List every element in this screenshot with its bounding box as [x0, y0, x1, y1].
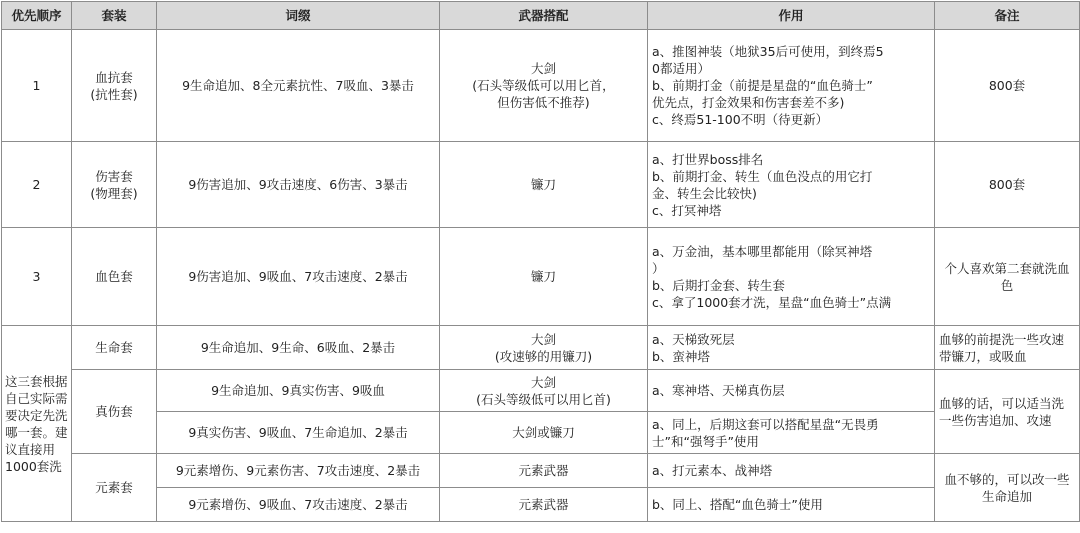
effect-cell: a、万金油，基本哪里都能用（除冥神塔 ） b、后期打金套、转生套 c、拿了1000套才洗，星盘“血色骑士”点满 [648, 228, 935, 326]
effect-cell: a、打元素本、战神塔 [648, 454, 935, 488]
table-row [2, 228, 1080, 326]
note-cell: 血不够的，可以改一些生命追加 [935, 454, 1080, 522]
weapon-cell: 大剑或镰刀 [440, 412, 648, 454]
priority-cell: 2 [2, 142, 72, 228]
header-effect: 作用 [648, 2, 935, 30]
weapon-cell: 元素武器 [440, 488, 648, 522]
note-cell: 800套 [935, 142, 1080, 228]
weapon-cell: 大剑 (石头等级低可以用匕首) [440, 370, 648, 412]
affix-cell: 9生命追加、9真实伤害、9吸血 [157, 370, 440, 412]
set-cell: 元素套 [72, 454, 157, 522]
note-cell: 个人喜欢第二套就洗血色 [935, 228, 1080, 326]
weapon-cell: 元素武器 [440, 454, 648, 488]
set-cell: 生命套 [72, 326, 157, 370]
effect-cell: b、同上、搭配“血色骑士”使用 [648, 488, 935, 522]
weapon-cell: 镰刀 [440, 228, 648, 326]
header-note: 备注 [935, 2, 1080, 30]
affix-cell: 9伤害追加、9攻击速度、6伤害、3暴击 [157, 142, 440, 228]
set-cell: 真伤套 [72, 370, 157, 454]
affix-cell: 9真实伤害、9吸血、7生命追加、2暴击 [157, 412, 440, 454]
header-weapon: 武器搭配 [440, 2, 648, 30]
table-row [2, 142, 1080, 228]
weapon-cell: 镰刀 [440, 142, 648, 228]
header-affix: 词缀 [157, 2, 440, 30]
priority-cell: 1 [2, 30, 72, 142]
table-row [2, 488, 1080, 522]
effect-cell: a、天梯致死层 b、蛮神塔 [648, 326, 935, 370]
effect-cell: a、打世界boss排名 b、前期打金、转生（血色没点的用它打 金、转生会比较快) c、打冥神塔 [648, 142, 935, 228]
affix-cell: 9生命追加、9生命、6吸血、2暴击 [157, 326, 440, 370]
table-row [2, 30, 1080, 142]
note-cell: 血够的前提洗一些攻速带镰刀，或吸血 [935, 326, 1080, 370]
header-row [2, 2, 1080, 30]
effect-cell: a、推图神装（地狱35后可使用，到终焉5 0都适用） b、前期打金（前提是星盘的“血色骑士” 优先点，打金效果和伤害套差不多) c、终焉51-100不明（待更新） [648, 30, 935, 142]
effect-cell: a、寒神塔、天梯真伤层 [648, 370, 935, 412]
set-cell [72, 30, 157, 142]
merged-priority-note: 这三套根据自己实际需要决定先洗哪一套。建议直接用1000套洗 [2, 326, 72, 522]
note-cell: 800套 [935, 30, 1080, 142]
affix-cell: 9生命追加、8全元素抗性、7吸血、3暴击 [157, 30, 440, 142]
table-row [2, 326, 1080, 370]
table-row [2, 412, 1080, 454]
effect-cell: a、同上，后期这套可以搭配星盘“无畏勇 士”和“强弩手”使用 [648, 412, 935, 454]
header-priority: 优先顺序 [2, 2, 72, 30]
set-cell [72, 142, 157, 228]
set-alias: (抗性套) [90, 86, 138, 102]
affix-cell: 9元素增伤、9元素伤害、7攻击速度、2暴击 [157, 454, 440, 488]
affix-cell: 9元素增伤、9吸血、7攻击速度、2暴击 [157, 488, 440, 522]
build-table [1, 1, 1080, 522]
affix-cell: 9伤害追加、9吸血、7攻击速度、2暴击 [157, 228, 440, 326]
note-cell: 血够的话，可以适当洗一些伤害追加、攻速 [935, 370, 1080, 454]
weapon-cell: 大剑 (石头等级低可以用匕首， 但伤害低不推荐) [440, 30, 648, 142]
set-name: 伤害套 [95, 168, 133, 184]
priority-cell: 3 [2, 228, 72, 326]
set-alias: (物理套) [90, 185, 138, 201]
header-set: 套装 [72, 2, 157, 30]
set-cell: 血色套 [72, 228, 157, 326]
table-row [2, 454, 1080, 488]
set-name: 血抗套 [95, 69, 133, 85]
weapon-cell: 大剑 (攻速够的用镰刀) [440, 326, 648, 370]
table-row [2, 370, 1080, 412]
